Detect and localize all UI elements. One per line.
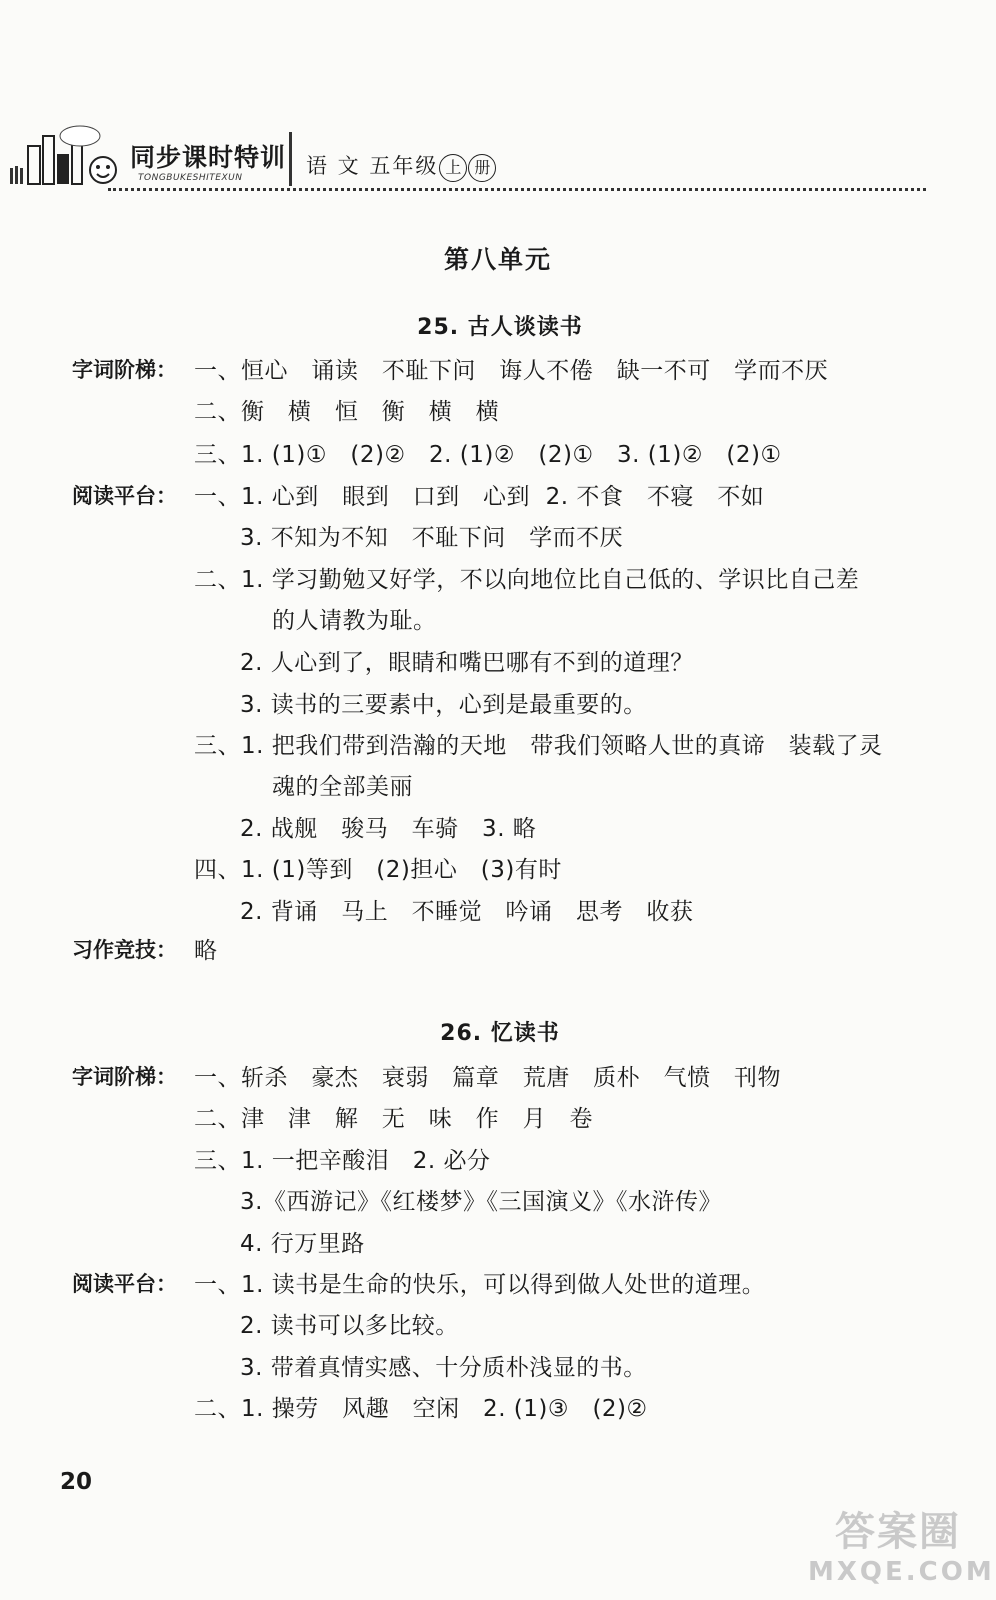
watermark-top-text: 答案圈 [835, 1509, 961, 1555]
answer-line: 三、1. 一把辛酸泪 2. 必分 [194, 1148, 491, 1174]
brand-title: 同步课时特训 [130, 143, 287, 172]
answer-line: 3. 带着真情实感、十分质朴浅显的书。 [240, 1355, 647, 1381]
lesson-title-25: 25. 古人谈读书 [417, 315, 583, 340]
section-label: 阅读平台： [72, 1272, 177, 1296]
answer-line: 二、1. 学习勤勉又好学，不以向地位比自己低的、学识比自己差 [194, 567, 860, 593]
answer-line: 2. 战舰 骏马 车骑 3. 略 [240, 816, 537, 842]
answer-line: 魂的全部美丽 [272, 774, 413, 800]
answer-line: 二、衡 横 恒 衡 横 横 [194, 399, 500, 425]
header-divider [289, 132, 292, 186]
section-label: 字词阶梯： [72, 1065, 177, 1089]
answer-line: 的人请教为耻。 [272, 608, 437, 634]
answer-line: 二、1. 操劳 风趣 空闲 2. (1)③ (2)② [194, 1396, 648, 1422]
answer-line: 3. 不知为不知 不耻下问 学而不厌 [240, 525, 624, 551]
subject-text: 语 文 五年级 [306, 154, 439, 178]
section-label: 习作竞技： [72, 938, 177, 962]
subject-grade [306, 150, 496, 182]
answer-line: 略 [194, 938, 218, 964]
watermark-bottom-text: MXQE.COM [808, 1557, 995, 1587]
header-dotted-line [108, 188, 926, 191]
section-label: 字词阶梯： [72, 358, 177, 382]
answer-line: 一、斩杀 豪杰 衰弱 篇章 荒唐 质朴 气愤 刊物 [194, 1065, 782, 1091]
books-mascot-logo-icon [8, 124, 120, 192]
volume-suffix-circle: 册 [468, 154, 496, 182]
section-label: 阅读平台： [72, 484, 177, 508]
brand-pinyin: TONGBUKESHITEXUN [138, 173, 243, 183]
answer-line: 4. 行万里路 [240, 1231, 365, 1257]
answer-line: 一、恒心 诵读 不耻下问 诲人不倦 缺一不可 学而不厌 [194, 358, 829, 384]
answer-line: 一、1. 心到 眼到 口到 心到 2. 不食 不寝 不如 [194, 484, 765, 510]
answer-line: 3.《西游记》《红楼梦》《三国演义》《水浒传》 [240, 1189, 722, 1215]
unit-title: 第八单元 [443, 245, 552, 274]
answer-line: 二、津 津 解 无 味 作 月 卷 [194, 1106, 594, 1132]
lesson-title-26: 26. 忆读书 [440, 1021, 560, 1046]
watermark-logo [808, 1500, 995, 1595]
answer-line: 2. 背诵 马上 不睡觉 吟诵 思考 收获 [240, 899, 694, 925]
answer-line: 三、1. 把我们带到浩瀚的天地 带我们领略人世的真谛 装载了灵 [194, 733, 883, 759]
page-header [0, 118, 996, 198]
answer-line: 2. 人心到了，眼睛和嘴巴哪有不到的道理？ [240, 650, 694, 676]
volume-circle: 上 [439, 154, 467, 182]
answer-line: 三、1. (1)① (2)② 2. (1)② (2)① 3. (1)② (2)① [194, 442, 782, 468]
answer-line: 3. 读书的三要素中，心到是最重要的。 [240, 692, 647, 718]
page-number: 20 [60, 1469, 93, 1495]
answer-line: 四、1. (1)等到 (2)担心 (3)有时 [194, 857, 562, 883]
answer-line: 2. 读书可以多比较。 [240, 1313, 459, 1339]
answer-line: 一、1. 读书是生命的快乐，可以得到做人处世的道理。 [194, 1272, 766, 1298]
